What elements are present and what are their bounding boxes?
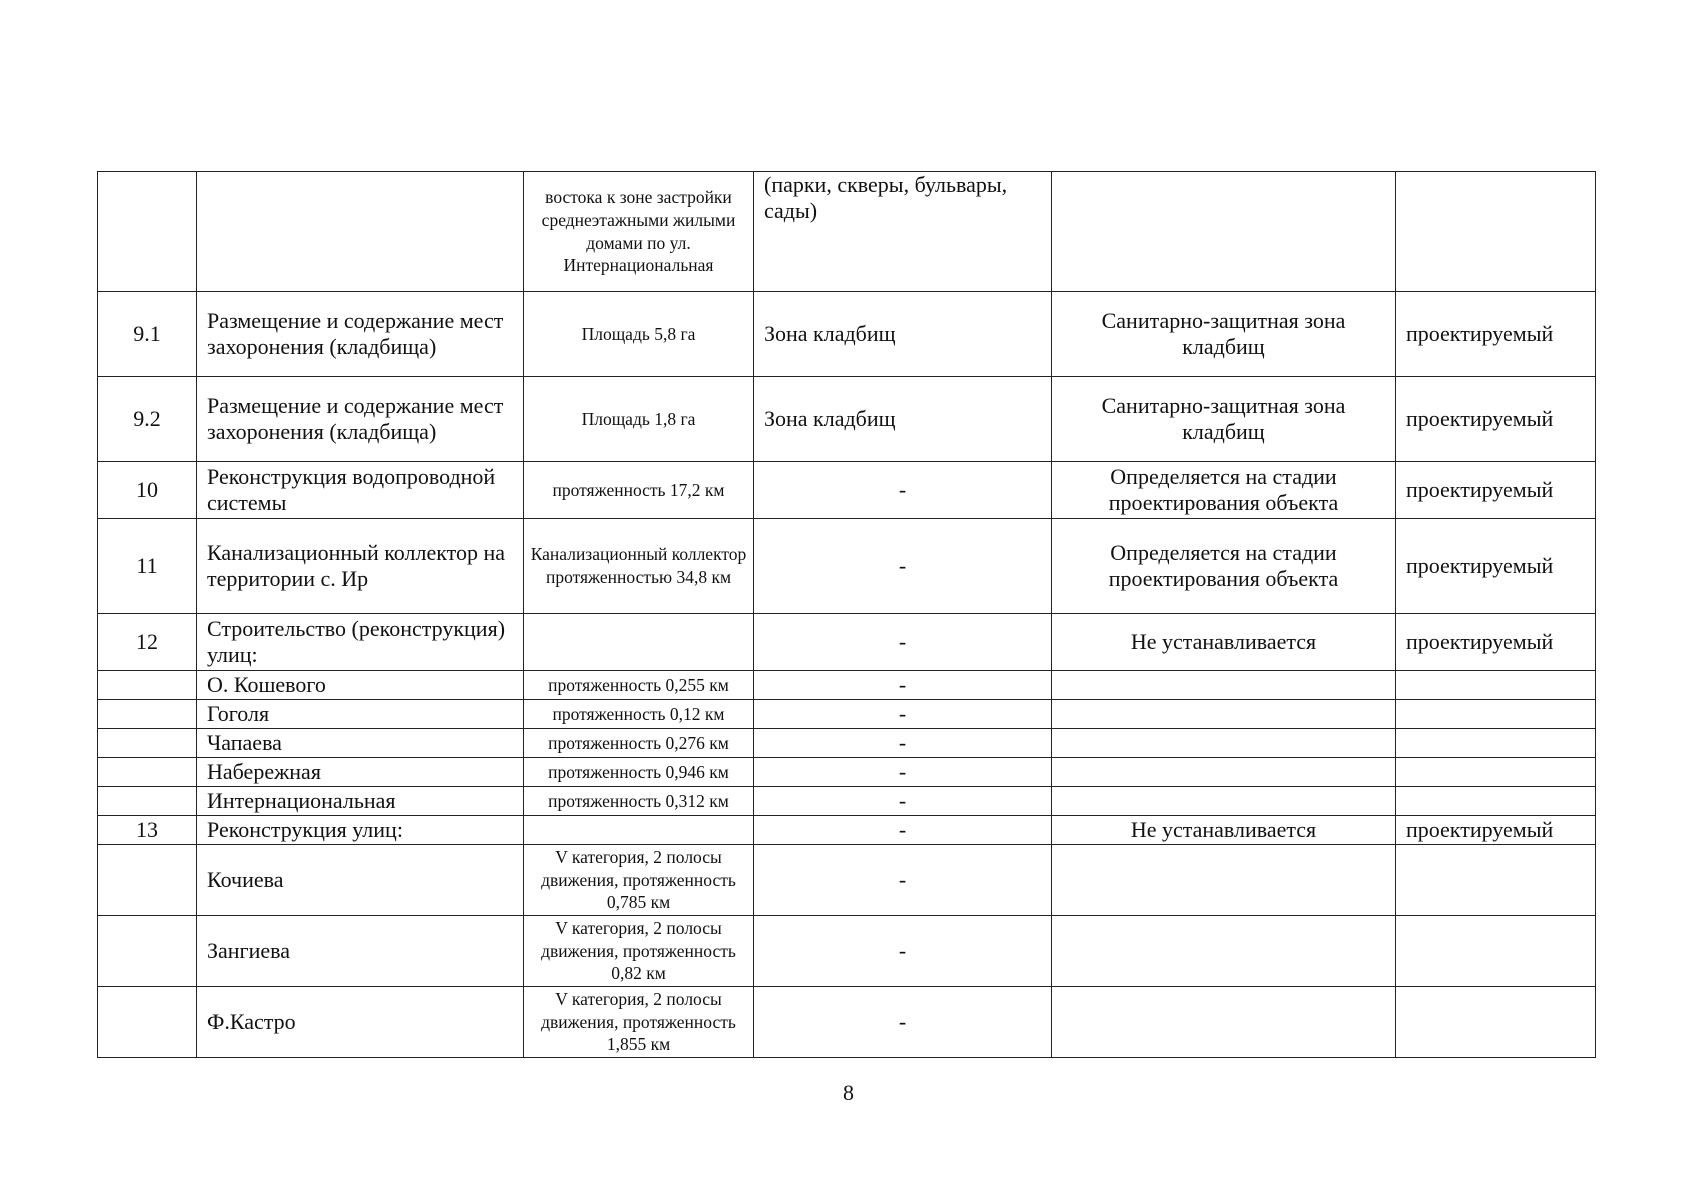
zone-cell: - (754, 671, 1052, 700)
restriction-zone-cell: Не устанавливается (1052, 816, 1396, 845)
characteristics-cell: протяженность 0,276 км (524, 729, 754, 758)
row-number-cell: 9.2 (98, 377, 197, 462)
zone-cell: - (754, 614, 1052, 671)
restriction-zone-cell (1052, 787, 1396, 816)
row-number-cell: 11 (98, 519, 197, 614)
object-name-cell: Ф.Кастро (197, 987, 524, 1058)
row-number-cell (98, 787, 197, 816)
status-cell (1396, 987, 1596, 1058)
document-table (97, 171, 1596, 1058)
characteristics-cell: востока к зоне застройки среднеэтажными жилыми домами по ул. Интернациональная (524, 172, 754, 292)
object-name-cell: Строительство (реконструкция) улиц: (197, 614, 524, 671)
table-row (98, 172, 1596, 292)
status-cell: проектируемый (1396, 614, 1596, 671)
row-number-cell (98, 671, 197, 700)
row-number-cell (98, 987, 197, 1058)
restriction-zone-cell (1052, 700, 1396, 729)
status-cell: проектируемый (1396, 462, 1596, 519)
table-row (98, 614, 1596, 671)
row-number-cell: 9.1 (98, 292, 197, 377)
table-body (98, 172, 1596, 1058)
object-name-cell: Зангиева (197, 916, 524, 987)
status-cell (1396, 700, 1596, 729)
row-number-cell (98, 172, 197, 292)
zone-cell: - (754, 519, 1052, 614)
status-cell (1396, 916, 1596, 987)
characteristics-cell: V категория, 2 полосы движения, протяженность 0,82 км (524, 916, 754, 987)
table-row (98, 462, 1596, 519)
restriction-zone-cell (1052, 987, 1396, 1058)
object-name-cell: Набережная (197, 758, 524, 787)
restriction-zone-cell (1052, 758, 1396, 787)
characteristics-cell: протяженность 0,12 км (524, 700, 754, 729)
table-row (98, 816, 1596, 845)
zone-cell: - (754, 916, 1052, 987)
characteristics-cell (524, 816, 754, 845)
table-row (98, 916, 1596, 987)
restriction-zone-cell: Не устанавливается (1052, 614, 1396, 671)
object-name-cell: Кочиева (197, 845, 524, 916)
object-name-cell: О. Кошевого (197, 671, 524, 700)
row-number-cell (98, 845, 197, 916)
characteristics-cell: V категория, 2 полосы движения, протяженность 0,785 км (524, 845, 754, 916)
restriction-zone-cell: Санитарно-защитная зона кладбищ (1052, 292, 1396, 377)
object-name-cell (197, 172, 524, 292)
zone-cell: - (754, 987, 1052, 1058)
zone-cell: - (754, 845, 1052, 916)
object-name-cell: Гоголя (197, 700, 524, 729)
characteristics-cell: V категория, 2 полосы движения, протяженность 1,855 км (524, 987, 754, 1058)
table-row (98, 729, 1596, 758)
status-cell: проектируемый (1396, 816, 1596, 845)
restriction-zone-cell (1052, 729, 1396, 758)
zone-cell: - (754, 462, 1052, 519)
table-row (98, 700, 1596, 729)
characteristics-cell: протяженность 0,255 км (524, 671, 754, 700)
object-name-cell: Чапаева (197, 729, 524, 758)
characteristics-cell: протяженность 0,312 км (524, 787, 754, 816)
row-number-cell: 10 (98, 462, 197, 519)
object-name-cell: Канализационный коллектор на территории с. Ир (197, 519, 524, 614)
restriction-zone-cell: Определяется на стадии проектирования объекта (1052, 519, 1396, 614)
table-row (98, 758, 1596, 787)
page-number: 8 (843, 1080, 854, 1105)
status-cell (1396, 758, 1596, 787)
restriction-zone-cell (1052, 916, 1396, 987)
object-name-cell: Размещение и содержание мест захоронения (кладбища) (197, 292, 524, 377)
characteristics-cell: Канализационный коллектор протяженностью 34,8 км (524, 519, 754, 614)
row-number-cell (98, 916, 197, 987)
object-name-cell: Реконструкция улиц: (197, 816, 524, 845)
restriction-zone-cell: Санитарно-защитная зона кладбищ (1052, 377, 1396, 462)
object-name-cell: Интернациональная (197, 787, 524, 816)
table-row (98, 787, 1596, 816)
status-cell: проектируемый (1396, 519, 1596, 614)
characteristics-cell (524, 614, 754, 671)
status-cell (1396, 845, 1596, 916)
zone-cell: (парки, скверы, бульвары, сады) (754, 172, 1052, 292)
restriction-zone-cell (1052, 845, 1396, 916)
table-row (98, 845, 1596, 916)
status-cell (1396, 787, 1596, 816)
zone-cell: Зона кладбищ (754, 377, 1052, 462)
table-row (98, 671, 1596, 700)
status-cell (1396, 671, 1596, 700)
table-row (98, 292, 1596, 377)
characteristics-cell: протяженность 17,2 км (524, 462, 754, 519)
row-number-cell: 12 (98, 614, 197, 671)
characteristics-cell: Площадь 1,8 га (524, 377, 754, 462)
table-row (98, 987, 1596, 1058)
row-number-cell (98, 700, 197, 729)
characteristics-cell: Площадь 5,8 га (524, 292, 754, 377)
table-row (98, 519, 1596, 614)
zone-cell: - (754, 787, 1052, 816)
status-cell: проектируемый (1396, 377, 1596, 462)
restriction-zone-cell (1052, 671, 1396, 700)
object-name-cell: Реконструкция водопроводной системы (197, 462, 524, 519)
status-cell: проектируемый (1396, 292, 1596, 377)
object-name-cell: Размещение и содержание мест захоронения (кладбища) (197, 377, 524, 462)
zone-cell: Зона кладбищ (754, 292, 1052, 377)
zone-cell: - (754, 700, 1052, 729)
status-cell (1396, 729, 1596, 758)
characteristics-cell: протяженность 0,946 км (524, 758, 754, 787)
zone-cell: - (754, 816, 1052, 845)
row-number-cell: 13 (98, 816, 197, 845)
zone-cell: - (754, 729, 1052, 758)
row-number-cell (98, 758, 197, 787)
row-number-cell (98, 729, 197, 758)
status-cell (1396, 172, 1596, 292)
restriction-zone-cell (1052, 172, 1396, 292)
zone-cell: - (754, 758, 1052, 787)
table-row (98, 377, 1596, 462)
restriction-zone-cell: Определяется на стадии проектирования объекта (1052, 462, 1396, 519)
